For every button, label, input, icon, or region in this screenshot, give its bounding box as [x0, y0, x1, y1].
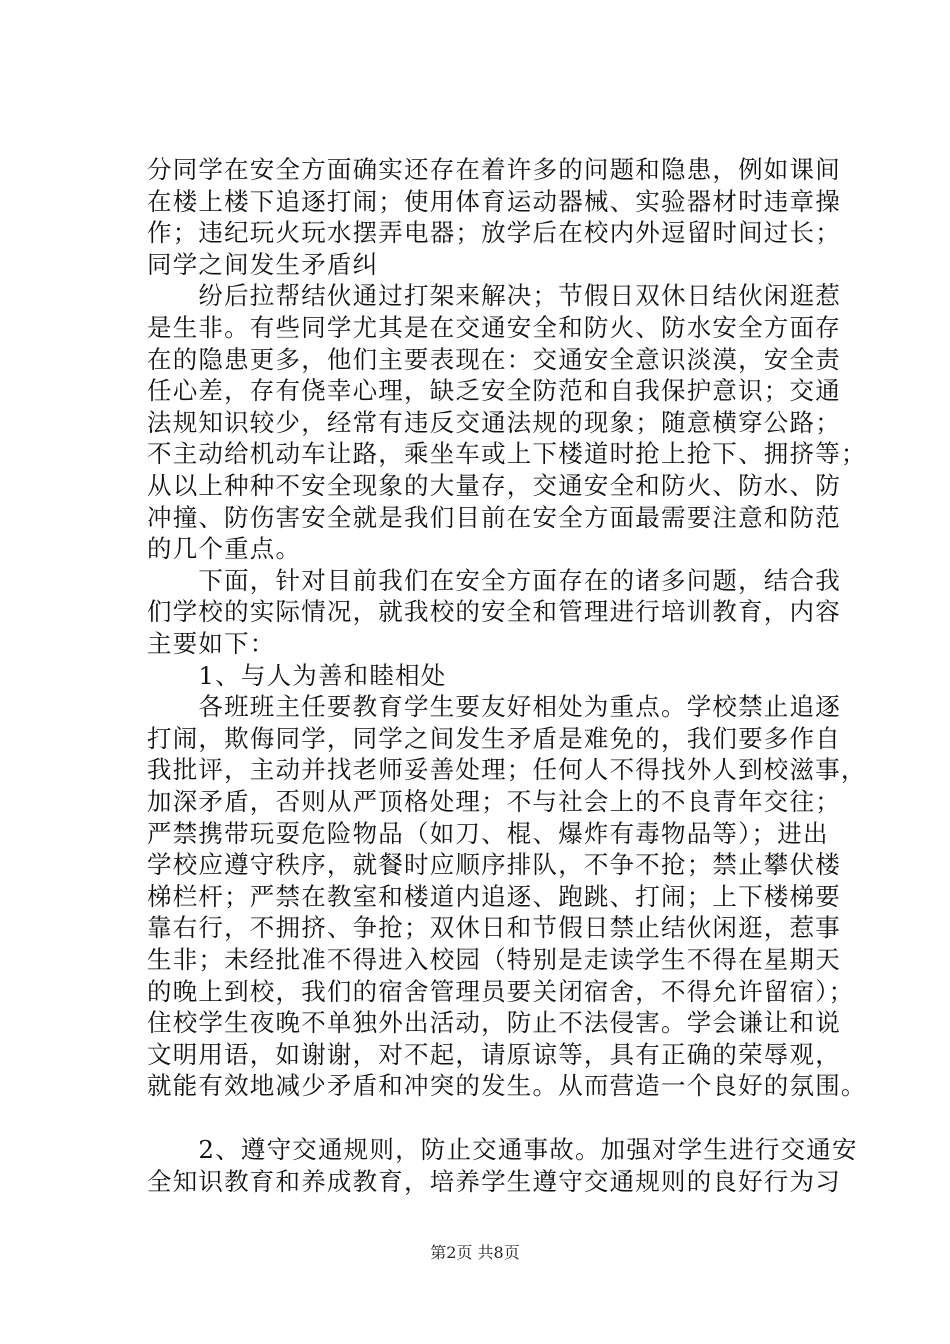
text-line: 同学之间发生矛盾纠	[147, 249, 379, 279]
text-line: 各班班主任要教育学生要友好相处为重点。学校禁止追逐	[147, 692, 841, 722]
text-line: 生非；未经批准不得进入校园（特别是走读学生不得在星期天	[147, 945, 841, 974]
text-line: 是生非。有些同学尤其是在交通安全和防火、防水安全方面存	[147, 313, 841, 342]
text-line: 严禁携带玩耍危险物品（如刀、棍、爆炸有毒物品等）；进出	[147, 818, 829, 848]
text-line: 全知识教育和养成教育，培养学生遵守交通规则的良好行为习	[147, 1166, 841, 1196]
text-line: 不主动给机动车让路，乘坐车或上下楼道时抢上抢下、拥挤等；	[147, 439, 867, 469]
text-line: 法规知识较少，经常有违反交通法规的现象；随意横穿公路；	[147, 407, 841, 437]
text-line: 1、与人为善和睦相处	[147, 660, 447, 690]
text-line: 我批评，主动并找老师妥善处理；任何人不得找外人到校滋事，	[147, 755, 867, 785]
text-line: 在的隐患更多，他们主要表现在：交通安全意识淡漠，安全责	[147, 344, 841, 374]
text-line: 加深矛盾，否则从严顶格处理；不与社会上的不良青年交往；	[147, 787, 841, 816]
text-line: 在楼上楼下追逐打闹；使用体育运动器械、实验器材时违章操	[147, 186, 841, 216]
text-line: 学校应遵守秩序，就餐时应顺序排队，不争不抢；禁止攀伏楼	[147, 850, 841, 880]
text-line: 文明用语，如谢谢，对不起，请原谅等，具有正确的荣辱观，	[147, 1039, 841, 1069]
text-line: 打闹，欺侮同学，同学之间发生矛盾是难免的，我们要多作自	[147, 723, 841, 753]
page-footer: 第2页 共8页	[430, 1243, 520, 1262]
text-line: 的晚上到校，我们的宿舍管理员要关闭宿舍，不得允许留宿）；	[147, 976, 855, 1006]
text-line: 们学校的实际情况，就我校的安全和管理进行培训教育，内容	[147, 597, 841, 627]
text-line: 下面，针对目前我们在安全方面存在的诸多问题，结合我	[147, 565, 841, 595]
text-line: 作；违纪玩火玩水摆弄电器；放学后在校内外逗留时间过长；	[147, 218, 841, 248]
text-line: 冲撞、防伤害安全就是我们目前在安全方面最需要注意和防范	[147, 502, 841, 532]
text-line: 从以上种种不安全现象的大量存，交通安全和防火、防水、防	[147, 471, 841, 500]
text-line: 主要如下：	[147, 629, 276, 658]
text-line: 梯栏杆；严禁在教室和楼道内追逐、跑跳、打闹；上下楼梯要	[147, 881, 841, 911]
text-line: 2、遵守交通规则，防止交通事故。加强对学生进行交通安	[147, 1135, 858, 1164]
text-line: 的几个重点。	[147, 534, 302, 564]
text-line: 住校学生夜晚不单独外出活动，防止不法侵害。学会谦让和说	[147, 1008, 841, 1038]
text-line: 靠右行，不拥挤、争抢；双休日和节假日禁止结伙闲逛，惹事	[147, 913, 841, 943]
text-line: 分同学在安全方面确实还存在着许多的问题和隐患，例如课间	[147, 155, 841, 184]
text-line: 就能有效地减少矛盾和冲突的发生。从而营造一个良好的氛围。	[147, 1071, 867, 1101]
text-line: 纷后拉帮结伙通过打架来解决；节假日双休日结伙闲逛惹	[147, 281, 841, 311]
text-line: 任心差，存有侥幸心理，缺乏安全防范和自我保护意识；交通	[147, 376, 841, 406]
